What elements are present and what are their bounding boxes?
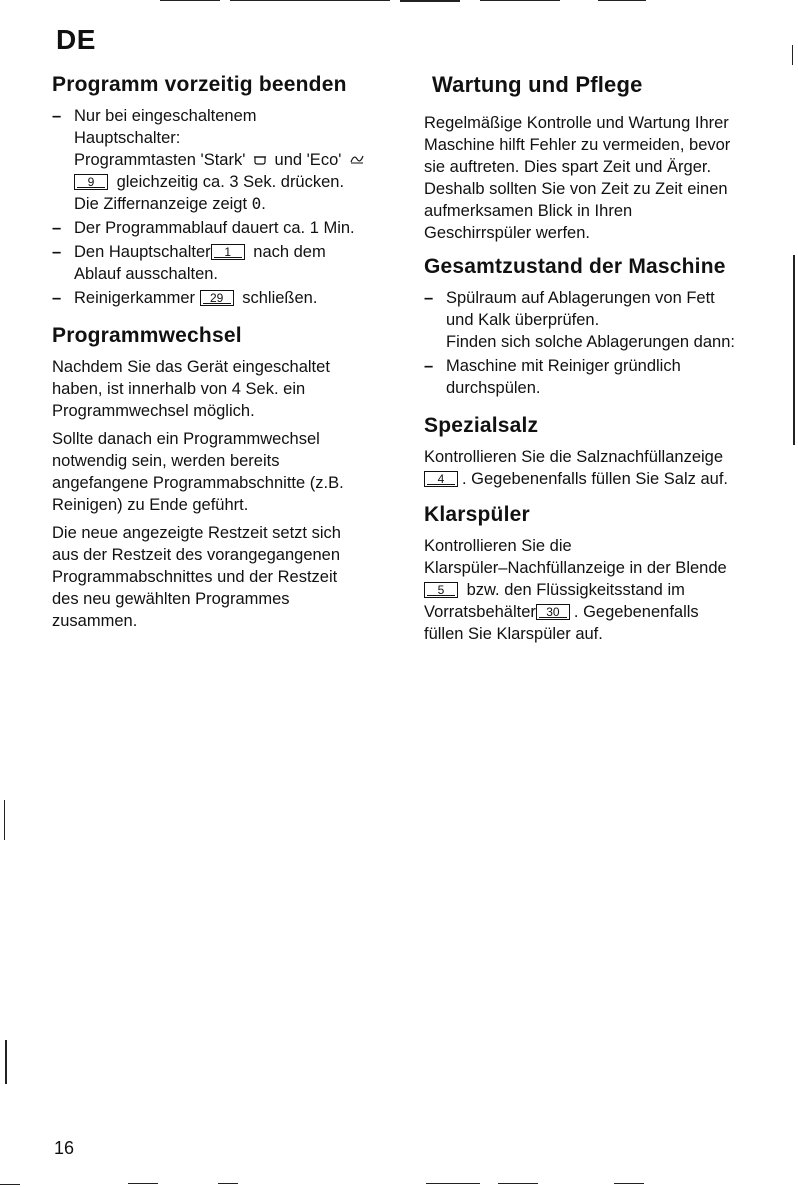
text-line: – Maschine mit Reiniger gründlich: [446, 357, 681, 375]
text-line: Programmwechsel möglich.: [52, 402, 255, 420]
text-line: Maschine hilft Fehler zu vermeiden, bevor: [424, 136, 731, 154]
text-span: . Gegebenenfalls füllen Sie Salz auf.: [462, 470, 729, 488]
scan-artifact-bottom-1: [0, 1184, 20, 1185]
text-line: des neu gewählten Programmes: [52, 590, 290, 608]
text-line: [424, 579, 774, 601]
page-number: 16: [54, 1138, 75, 1158]
pot-icon: [253, 149, 267, 171]
text-line: [74, 241, 392, 263]
text-line: Kontrollieren Sie die Salznachfüllanzeige: [424, 448, 724, 466]
scan-artifact-right-2: [793, 255, 795, 445]
text-line: Deshalb sollten Sie von Zeit zu Zeit einen: [424, 180, 728, 198]
key-label: 29: [200, 290, 234, 306]
heading-program-change: Programmwechsel: [52, 324, 242, 347]
text-line: Klarspüler–Nachfüllanzeige in der Blende: [424, 559, 727, 577]
scan-artifact-bottom-4: [426, 1183, 480, 1184]
language-marker: DE: [56, 24, 96, 55]
text-line: notwendig sein, werden bereits: [52, 452, 280, 470]
list-item: [424, 287, 774, 353]
paragraph-special-salt: [424, 446, 774, 490]
key-label: 9: [74, 174, 108, 190]
text-line: Ablauf ausschalten.: [74, 265, 219, 283]
text-line: Hauptschalter:: [74, 129, 181, 147]
text-span: Den Hauptschalter: [74, 243, 211, 261]
eco-icon: [349, 149, 365, 171]
scan-artifact-bottom-2: [128, 1183, 158, 1184]
text-line: und Kalk überprüfen.: [446, 311, 600, 329]
text-line: Programmabschnittes und der Restzeit: [52, 568, 338, 586]
text-line: [74, 193, 392, 215]
text-line: aus der Restzeit des vorangegangenen: [52, 546, 341, 564]
text-span: . Gegebenenfalls: [573, 603, 699, 621]
display-digit: 0: [251, 194, 262, 213]
program-end-list: [52, 105, 392, 309]
text-span: gleichzeitig ca. 3 Sek. drücken.: [116, 173, 345, 191]
text-span: Vorratsbehälter: [424, 603, 536, 621]
heading-special-salt: Spezialsalz: [424, 414, 539, 437]
text-line: Geschirrspüler werfen.: [424, 224, 590, 242]
text-span: schließen.: [242, 289, 318, 307]
right-column: [424, 72, 774, 651]
key-label: 4: [424, 471, 458, 487]
scan-artifact-right-1: [792, 45, 793, 65]
paragraph-maintenance: [424, 112, 774, 244]
scan-artifact-bottom-6: [614, 1183, 644, 1184]
scan-artifact-top-4: [480, 0, 560, 1]
scan-artifact-left-2: [5, 1040, 7, 1084]
text-line: Kontrollieren Sie die: [424, 537, 572, 555]
text-line: – Nur bei eingeschaltenem: [74, 107, 257, 125]
scan-artifact-top-3: [400, 0, 460, 2]
text-line: [424, 468, 774, 490]
scan-artifact-bottom-3: [218, 1183, 238, 1184]
overall-condition-list: [424, 287, 774, 399]
paragraph-program-change-1: [52, 356, 392, 422]
list-item: [424, 355, 774, 399]
text-span: nach dem: [253, 243, 326, 261]
scan-artifact-bottom-5: [498, 1183, 538, 1184]
key-label: 30: [536, 604, 570, 620]
text-line: – Spülraum auf Ablagerungen von Fett: [446, 289, 715, 307]
text-span: Programmtasten 'Stark': [74, 151, 246, 169]
list-item: [52, 241, 392, 285]
text-line: Die neue angezeigte Restzeit setzt sich: [52, 524, 341, 542]
left-column: [52, 72, 392, 638]
scan-artifact-left-1: [4, 800, 5, 840]
scan-artifact-top-2: [230, 0, 390, 1]
text-span: Reinigerkammer: [74, 289, 196, 307]
text-span: .: [261, 195, 266, 213]
text-line: haben, ist innerhalb von 4 Sek. ein: [52, 380, 306, 398]
text-span: Der Programmablauf dauert ca. 1 Min.: [74, 219, 355, 237]
text-line: [74, 149, 392, 171]
text-span: bzw. den Flüssigkeitsstand im: [466, 581, 685, 599]
list-item: [52, 217, 392, 239]
list-item: [52, 287, 392, 309]
heading-program-end: Programm vorzeitig beenden: [52, 73, 347, 96]
text-line: sie auftreten. Dies spart Zeit und Ärger.: [424, 158, 712, 176]
text-line: füllen Sie Klarspüler auf.: [424, 625, 603, 643]
key-label: 1: [211, 244, 245, 260]
text-line: [74, 171, 392, 193]
text-line: Finden sich solche Ablagerungen dann:: [446, 333, 735, 351]
text-line: Nachdem Sie das Gerät eingeschaltet: [52, 358, 330, 376]
text-line: Reinigen) zu Ende geführt.: [52, 496, 249, 514]
scan-artifact-top-5: [598, 0, 646, 1]
scan-artifact-top-1: [160, 0, 220, 1]
text-line: zusammen.: [52, 612, 138, 630]
text-line: [424, 601, 774, 623]
heading-overall-condition: Gesamtzustand der Maschine: [424, 255, 726, 278]
text-line: durchspülen.: [446, 379, 541, 397]
text-line: aufmerksamen Blick in Ihren: [424, 202, 633, 220]
heading-maintenance: Wartung und Pflege: [432, 72, 643, 97]
text-line: Regelmäßige Kontrolle und Wartung Ihrer: [424, 114, 729, 132]
paragraph-program-change-3: [52, 522, 392, 632]
key-label: 5: [424, 582, 458, 598]
text-line: Sollte danach ein Programmwechsel: [52, 430, 320, 448]
text-span: Die Ziffernanzeige zeigt: [74, 195, 248, 213]
text-span: und 'Eco': [274, 151, 342, 169]
list-item: [52, 105, 392, 215]
text-line: angefangene Programmabschnitte (z.B.: [52, 474, 344, 492]
paragraph-rinse-aid: [424, 535, 774, 645]
heading-rinse-aid: Klarspüler: [424, 503, 530, 526]
paragraph-program-change-2: [52, 428, 392, 516]
